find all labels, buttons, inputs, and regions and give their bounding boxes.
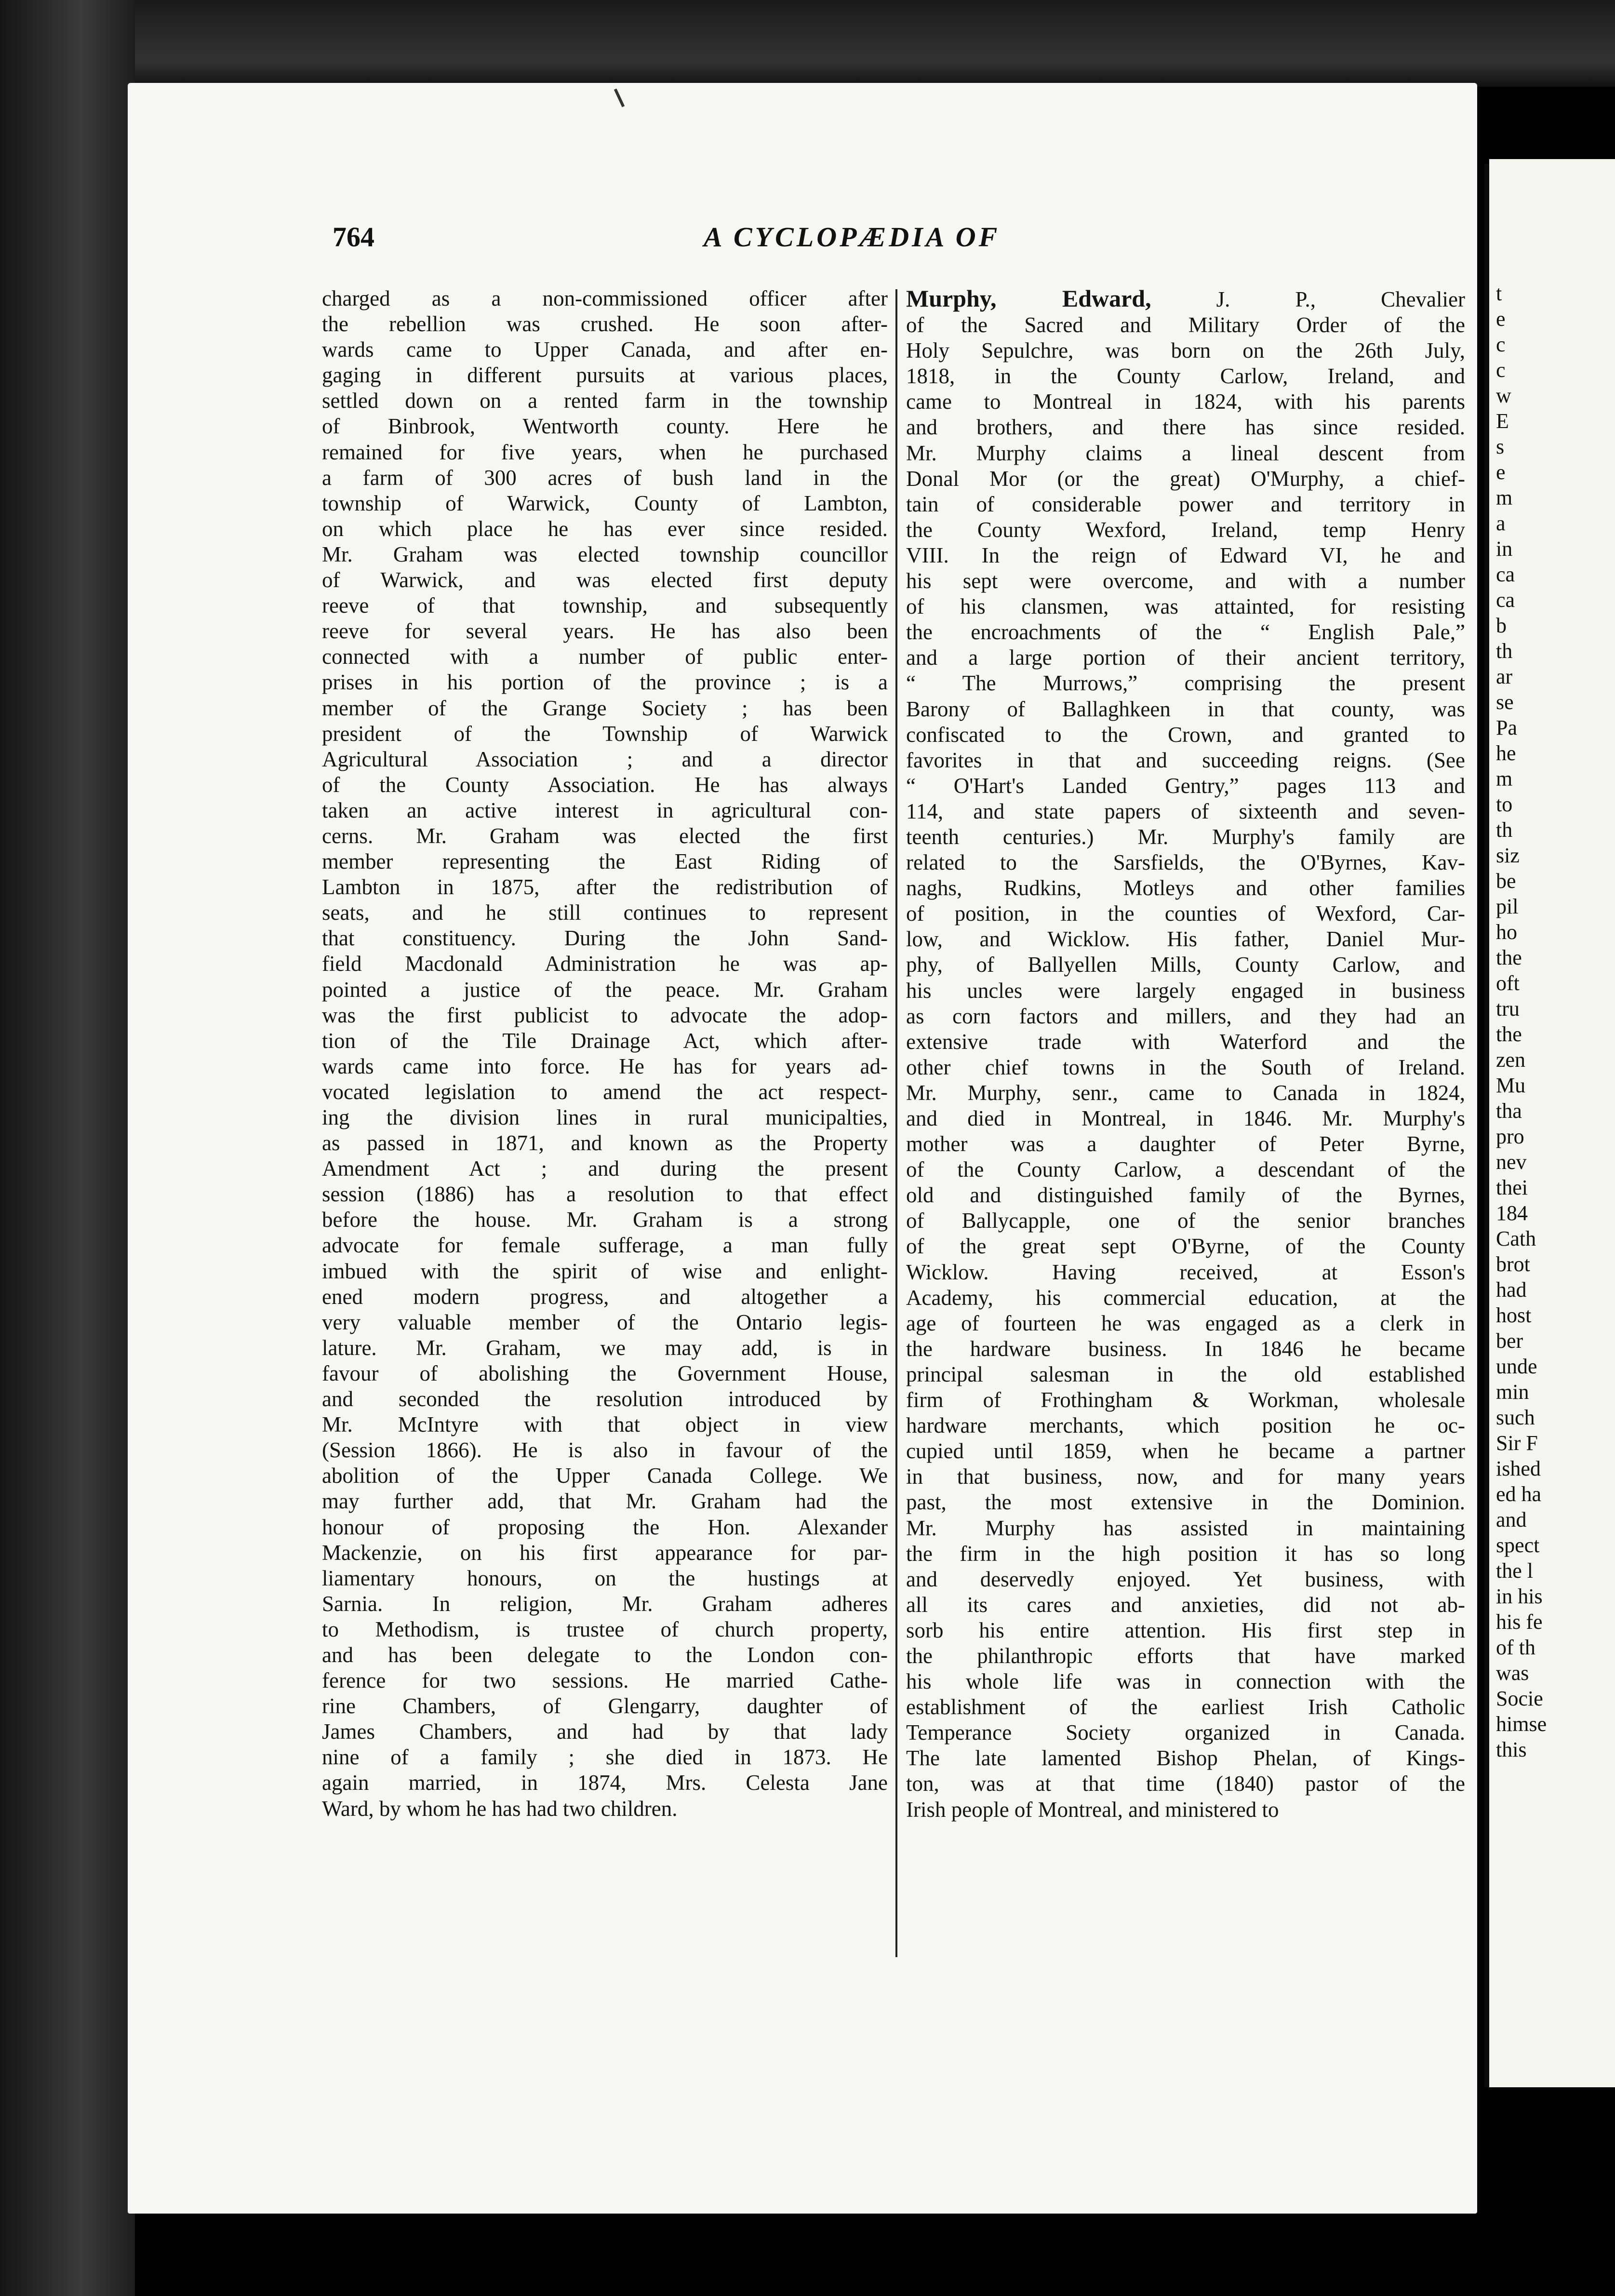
facing-page-fragment: unde [1496,1355,1537,1378]
facing-page-fragment: ber [1496,1329,1523,1353]
text-line: rine Chambers, of Glengarry, daughter of [322,1694,888,1719]
text-line: before the house. Mr. Graham is a strong [322,1208,888,1232]
text-line: wards came into force. He has for years ad- [322,1054,888,1078]
text-line: ened modern progress, and altogether a [322,1284,888,1309]
facing-page-fragment: be [1496,869,1516,893]
text-line: his whole life was in connection with the [906,1669,1465,1694]
facing-page-fragment: such [1496,1406,1535,1429]
text-line: principal salesman in the old established [906,1362,1465,1386]
text-line: his uncles were largely engaged in business [906,978,1465,1003]
text-line: prises in his portion of the province ; is a [322,670,888,695]
facing-page-fragment: b [1496,614,1507,637]
text-line: of Warwick, and was elected first deputy [322,568,888,592]
left-column [322,286,888,1822]
text-line: may further add, that Mr. Graham had the [322,1489,888,1514]
text-line: the hardware business. In 1846 he became [906,1336,1465,1361]
text-line: Agricultural Association ; and a director [322,747,888,771]
facing-page-fragment: he [1496,741,1516,765]
facing-page-fragment: m [1496,486,1513,510]
text-line: of the County Carlow, a descendant of the [906,1157,1465,1182]
text-line: favour of abolishing the Government House, [322,1361,888,1385]
text-line: and seconded the resolution introduced by [322,1387,888,1411]
facing-page-fragment: s [1496,435,1505,458]
facing-page-fragment: e [1496,460,1506,484]
text-line: reeve of that township, and subsequently [322,593,888,618]
text-line: came to Montreal in 1824, with his parents [906,389,1465,414]
facing-page-fragment: in [1496,537,1513,561]
text-line: ference for two sessions. He married Cathe- [322,1668,888,1693]
text-line: Mr. Murphy has assisted in maintaining [906,1516,1465,1540]
facing-page-fragment: the l [1496,1559,1533,1583]
text-line: the County Wexford, Ireland, temp Henry [906,517,1465,542]
text-line: settled down on a rented farm in the township [322,389,888,413]
facing-page-fragment: had [1496,1278,1527,1302]
text-line: James Chambers, and had by that lady [322,1719,888,1744]
text-line: of position, in the counties of Wexford, Car- [906,901,1465,926]
facing-page-fragment: se [1496,690,1514,714]
text-line: Holy Sepulchre, was born on the 26th July, [906,338,1465,363]
text-line: member of the Grange Society ; has been [322,696,888,720]
facing-page-fragment: this [1496,1738,1527,1761]
text-line: establishment of the earliest Irish Catholic [906,1695,1465,1719]
text-line: firm of Frothingham & Workman, wholesale [906,1388,1465,1412]
text-line: very valuable member of the Ontario legis- [322,1310,888,1334]
text-line: charged as a non-commissioned officer after [322,286,888,310]
text-line: tion of the Tile Drainage Act, which after- [322,1028,888,1053]
text-line: Irish people of Montreal, and ministered to [906,1797,1279,1822]
text-line: of the County Association. He has always [322,772,888,797]
facing-page-fragment: t [1496,282,1502,305]
facing-page-fragment: ed ha [1496,1482,1542,1506]
text-line: ton, was at that time (1840) pastor of the [906,1772,1465,1796]
text-line: field Macdonald Administration he was ap- [322,952,888,976]
text-line: the rebellion was crushed. He soon after- [322,312,888,336]
text-line: taken an active interest in agricultural con- [322,798,888,822]
text-line: The late lamented Bishop Phelan, of Kings- [906,1746,1465,1771]
text-line: age of fourteen he was engaged as a clerk in [906,1311,1465,1335]
text-line: and a large portion of their ancient territory, [906,645,1465,670]
text-line: extensive trade with Waterford and the [906,1029,1465,1054]
text-line: low, and Wicklow. His father, Daniel Mur- [906,927,1465,952]
facing-page-fragment: E [1496,409,1509,433]
text-line: township of Warwick, County of Lambton, [322,491,888,515]
facing-page-fragment: of th [1496,1636,1535,1659]
facing-page-fragment: ca [1496,563,1515,586]
text-line: hardware merchants, which position he oc- [906,1413,1465,1438]
text-line: session (1886) has a resolution to that effect [322,1182,888,1207]
text-line: the encroachments of the “ English Pale,” [906,620,1465,644]
text-line: related to the Sarsfields, the O'Byrnes, Kav- [906,850,1465,875]
text-line: phy, of Ballyellen Mills, County Carlow, and [906,953,1465,977]
facing-page-spacer [1489,159,1615,281]
facing-page-fragment: m [1496,767,1513,791]
page-number: 764 [333,221,374,253]
text-line: favorites in that and succeeding reigns. (See [906,748,1465,772]
facing-page-fragment: spect [1496,1533,1540,1557]
facing-page-fragment: in his [1496,1584,1543,1608]
text-line: Mr. Murphy claims a lineal descent from [906,441,1465,465]
text-line: Donal Mor (or the great) O'Murphy, a chief- [906,466,1465,491]
facing-page-fragment: ca [1496,588,1515,612]
text-line: remained for five years, when he purchased [322,440,888,464]
text-line: again married, in 1874, Mrs. Celesta Jane [322,1771,888,1795]
facing-page-fragment: e [1496,307,1506,331]
facing-page-fragment: host [1496,1303,1532,1327]
text-line: and died in Montreal, in 1846. Mr. Murphy's [906,1106,1465,1130]
facing-page-fragment: c [1496,333,1506,356]
text-line: his sept were overcome, and with a number [906,569,1465,593]
scan-background-top [0,0,1615,87]
text-line: past, the most extensive in the Dominion. [906,1490,1465,1515]
text-line: Academy, his commercial education, at the [906,1285,1465,1310]
facing-page-fragment: nev [1496,1150,1527,1174]
text-line: connected with a number of public enter- [322,644,888,669]
text-line: of Binbrook, Wentworth county. Here he [322,414,888,439]
facing-page-fragment: Socie [1496,1687,1543,1710]
text-line: lature. Mr. Graham, we may add, is in [322,1335,888,1360]
facing-page-fragment: to [1496,792,1513,816]
text-line: Mr. McIntyre with that object in view [322,1412,888,1437]
text-line: ing the division lines in rural municipalties, [322,1105,888,1129]
text-line: Mackenzie, on his first appearance for par- [322,1540,888,1565]
text-line: in that business, now, and for many years [906,1464,1465,1489]
text-line: cerns. Mr. Graham was elected the first [322,823,888,848]
text-line: cupied until 1859, when he became a partner [906,1439,1465,1464]
text-line: a farm of 300 acres of bush land in the [322,465,888,490]
text-line: mother was a daughter of Peter Byrne, [906,1132,1465,1156]
text-line: pointed a justice of the peace. Mr. Graham [322,977,888,1002]
text-line: and deservedly enjoyed. Yet business, with [906,1567,1465,1591]
facing-page-fragment: pro [1496,1125,1524,1148]
text-line: the firm in the high position it has so long [906,1541,1465,1566]
facing-page-fragment: ho [1496,920,1517,944]
text-line: was the first publicist to advocate the adop- [322,1003,888,1027]
text-line: advocate for female sufferage, a man fully [322,1233,888,1258]
text-line: the philanthropic efforts that have marked [906,1643,1465,1668]
text-line: (Session 1866). He is also in favour of the [322,1438,888,1463]
facing-page-fragment: th [1496,818,1513,842]
facing-page-fragment: ar [1496,665,1513,688]
text-line: “ O'Hart's Landed Gentry,” pages 113 and [906,773,1465,798]
facing-page-fragment: Cath [1496,1227,1536,1250]
facing-page-fragment: his fe [1496,1610,1543,1634]
text-line: “ The Murrows,” comprising the present [906,671,1465,696]
text-line: as passed in 1871, and known as the Property [322,1131,888,1155]
text-line: teenth centuries.) Mr. Murphy's family are [906,824,1465,849]
facing-page-fragment: zen [1496,1048,1526,1072]
text-line: Barony of Ballaghkeen in that county, was [906,697,1465,721]
running-title: A CYCLOPÆDIA OF [704,221,1001,253]
text-line: naghs, Rudkins, Motleys and other families [906,876,1465,900]
facing-page-edge [1489,159,1615,2087]
text-line: of his clansmen, was attainted, for resisting [906,594,1465,619]
facing-page-fragment: himse [1496,1712,1547,1736]
column-divider [895,289,897,1957]
facing-page-fragment: ished [1496,1457,1541,1480]
facing-page-fragment: 184 [1496,1201,1528,1225]
text-line: and brothers, and there has since resided. [906,415,1465,440]
facing-page-fragment: w [1496,384,1511,407]
text-line: as corn factors and millers, and they had an [906,1004,1465,1028]
facing-page-fragment: c [1496,358,1506,382]
text-line: and has been delegate to the London con- [322,1642,888,1667]
facing-page-fragment: was [1496,1661,1529,1685]
text-line: Wicklow. Having received, at Esson's [906,1260,1465,1284]
facing-page-fragment: th [1496,639,1513,663]
entry-first-line-rest: J. P., Chevalier [1151,287,1465,311]
facing-page-fragment: pil [1496,895,1519,918]
entry-name: Murphy, Edward, [906,285,1151,312]
text-line: 1818, in the County Carlow, Ireland, and [906,364,1465,389]
text-line: Temperance Society organized in Canada. [906,1720,1465,1745]
text-line: liamentary honours, on the hustings at [322,1566,888,1590]
text-line: VIII. In the reign of Edward VI, he and [906,543,1465,567]
facing-page-fragment: Mu [1496,1074,1526,1097]
text-line: Mr. Graham was elected township councillor [322,542,888,566]
text-line: vocated legislation to amend the act respect- [322,1079,888,1104]
text-line: Ward, by whom he has had two children. [322,1796,678,1821]
text-line: to Methodism, is trustee of church property, [322,1617,888,1641]
text-line: of the Sacred and Military Order of the [906,313,1465,337]
text-line: 114, and state papers of sixteenth and seven- [906,799,1465,823]
text-line: Lambton in 1875, after the redistribution of [322,875,888,900]
text-line: member representing the East Riding of [322,849,888,874]
text-line: that constituency. During the John Sand- [322,926,888,951]
text-line: reeve for several years. He has also been [322,619,888,644]
entry-first-line [906,286,1465,312]
text-line: Sarnia. In religion, Mr. Graham adheres [322,1591,888,1616]
facing-page-fragment: a [1496,511,1506,535]
text-line: old and distinguished family of the Byrnes, [906,1183,1465,1208]
scan-background-left [0,0,135,2296]
facing-page-fragment: min [1496,1380,1529,1404]
text-line: wards came to Upper Canada, and after en- [322,337,888,362]
text-line: other chief towns in the South of Ireland. [906,1055,1465,1079]
text-line: Mr. Murphy, senr., came to Canada in 1824, [906,1080,1465,1105]
text-line: all its cares and anxieties, did not ab- [906,1592,1465,1617]
text-line: on which place he has ever since resided. [322,516,888,541]
text-line: of the great sept O'Byrne, of the County [906,1234,1465,1259]
text-line: nine of a family ; she died in 1873. He [322,1745,888,1770]
text-line: seats, and he still continues to represent [322,900,888,925]
facing-page-fragment: thei [1496,1176,1528,1199]
text-line: confiscated to the Crown, and granted to [906,722,1465,747]
facing-page-fragment: brot [1496,1252,1530,1276]
text-line: honour of proposing the Hon. Alexander [322,1515,888,1539]
text-line: imbued with the spirit of wise and enlight- [322,1259,888,1283]
facing-page-fragment: Pa [1496,716,1517,739]
right-column [906,286,1465,1823]
text-line: gaging in different pursuits at various places, [322,363,888,388]
text-line: Amendment Act ; and during the present [322,1156,888,1181]
text-line: of Ballycapple, one of the senior branches [906,1208,1465,1233]
facing-page-fragment: tru [1496,997,1520,1020]
facing-page-fragment: oft [1496,971,1520,995]
facing-page-fragment: the [1496,946,1522,969]
text-line: sorb his entire attention. His first step in [906,1618,1465,1642]
facing-page-fragment: the [1496,1022,1522,1046]
facing-page-fragment: and [1496,1508,1527,1531]
facing-page-fragment: Sir F [1496,1431,1538,1455]
facing-page-fragment: siz [1496,844,1520,867]
text-line: tain of considerable power and territory in [906,492,1465,516]
text-line: president of the Township of Warwick [322,721,888,746]
facing-page-fragment: tha [1496,1099,1522,1123]
text-line: abolition of the Upper Canada College. We [322,1464,888,1488]
